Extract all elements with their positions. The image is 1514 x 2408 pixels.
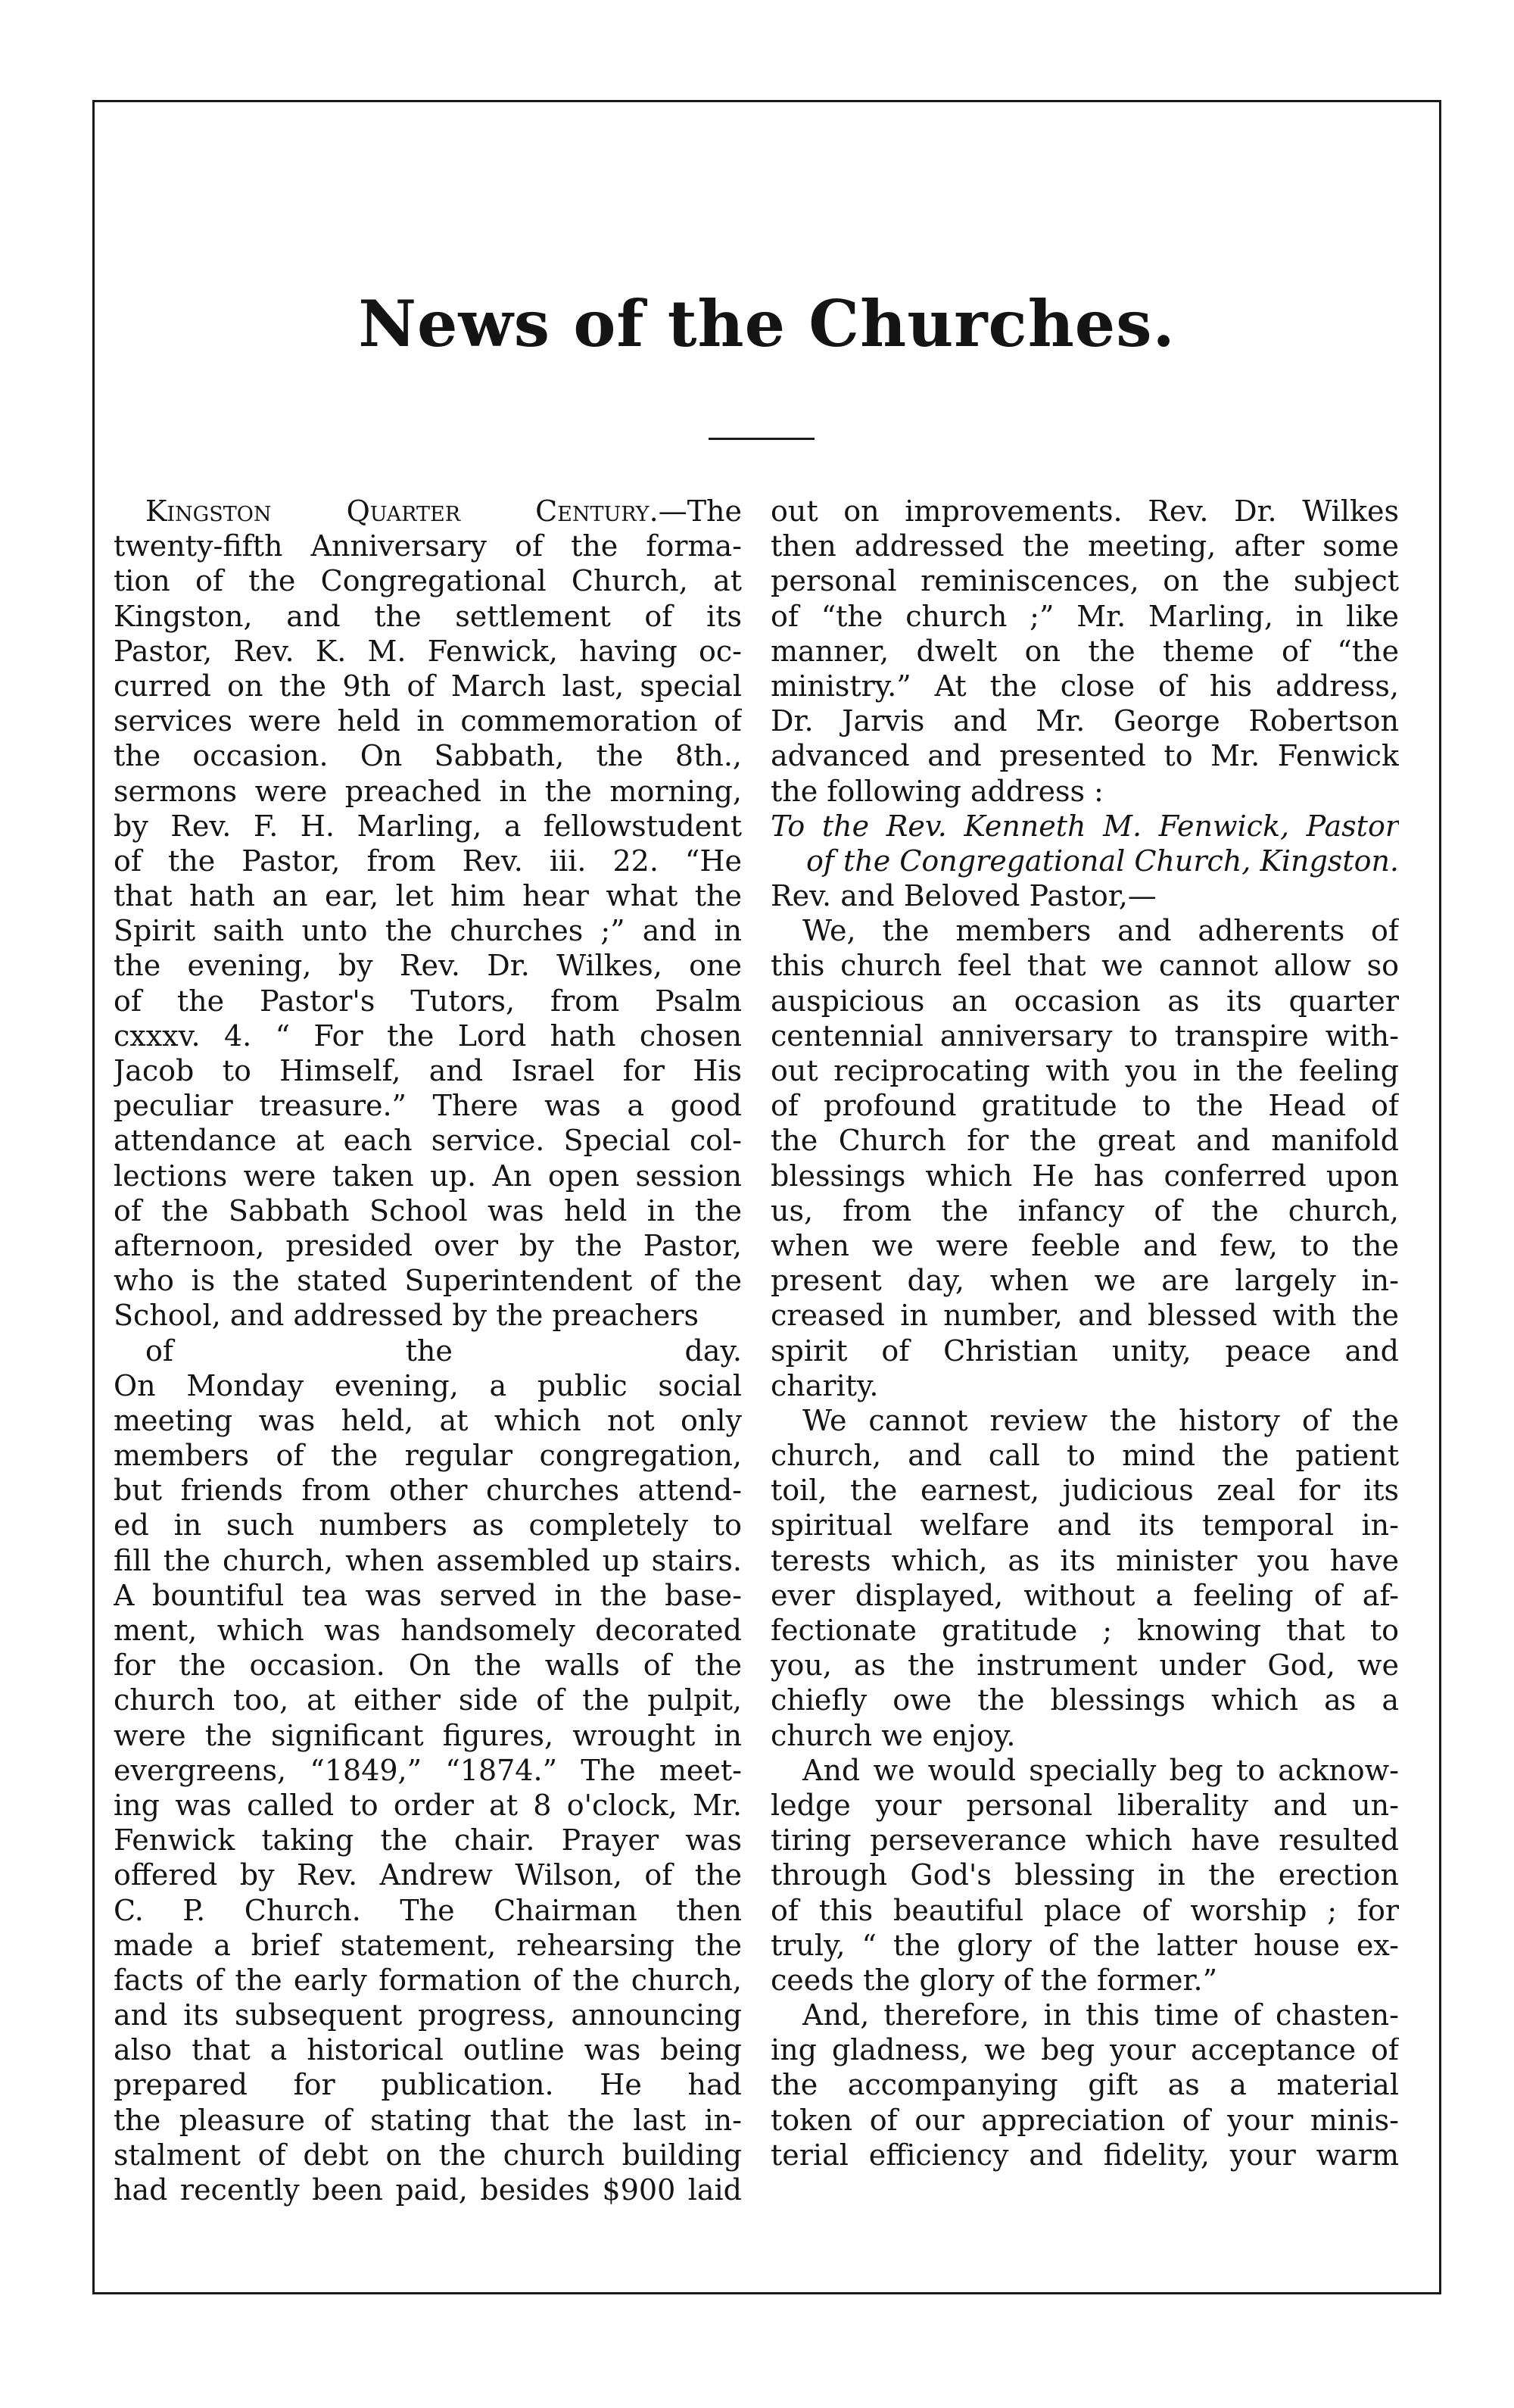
text-line: present day, when we are largely in- (771, 1264, 1399, 1298)
text-line: of the Sabbath School was held in the (114, 1193, 742, 1227)
text-line: afternoon, presided over by the Pastor, (114, 1228, 742, 1262)
text-line: Jacob to Himself, and Israel for His (114, 1054, 742, 1087)
text-line: who is the stated Superintendent of the (114, 1264, 742, 1298)
text-line: church too, at either side of the pulpit, (114, 1683, 742, 1717)
text-line: spirit of Christian unity, peace and (771, 1333, 1399, 1368)
text-line: had recently been paid, besides $900 laid (114, 2173, 742, 2207)
text-line: prepared for publication. He had (114, 2068, 742, 2102)
text-line: Kingston, and the settlement of its (114, 599, 742, 633)
text-line: ment, which was handsomely decorated (114, 1614, 742, 1647)
right-column (771, 494, 1399, 2250)
text-line: the evening, by Rev. Dr. Wilkes, one (114, 949, 742, 983)
text-line: of the Pastor's Tutors, from Psalm (114, 984, 742, 1018)
text-line: spiritual welfare and its temporal in- (771, 1508, 1399, 1542)
text-line: also that a historical outline was being (114, 2033, 742, 2067)
text-line: offered by Rev. Andrew Wilson, of the (114, 1858, 742, 1892)
text-line: by Rev. F. H. Marling, a fellowstudent (114, 809, 742, 843)
text-line: for the occasion. On the walls of the (114, 1648, 742, 1683)
text-line: ministry.” At the close of his address, (771, 669, 1399, 703)
text-line: blessings which He has conferred upon (771, 1159, 1399, 1193)
text-line: members of the regular congregation, (114, 1439, 742, 1473)
text-line: the following address : (771, 774, 1104, 808)
text-line: this church feel that we cannot allow so (771, 949, 1399, 983)
text-line: that hath an ear, let him hear what the (114, 879, 742, 913)
text-line: when we were feeble and few, to the (771, 1228, 1399, 1262)
text-line: of the day. (145, 1333, 742, 1368)
text-line: stalment of debt on the church building (114, 2138, 742, 2172)
text-line: Pastor, Rev. K. M. Fenwick, having oc- (114, 634, 742, 668)
text-line: charity. (771, 1368, 879, 1402)
text-line (114, 494, 742, 529)
text-line: personal reminiscences, on the subject (771, 564, 1399, 598)
text-line: of the Pastor, from Rev. iii. 22. “He (114, 844, 742, 878)
left-column (114, 494, 742, 2250)
text-line: of this beautiful place of worship ; for (771, 1893, 1399, 1927)
heading-rule (709, 438, 815, 440)
text-line: advanced and presented to Mr. Fenwick (771, 739, 1399, 773)
text-line: cxxxv. 4. “ For the Lord hath chosen (114, 1018, 742, 1053)
text-line: ing was called to order at 8 o'clock, Mr. (114, 1788, 742, 1822)
text-line: terests which, as its minister you have (771, 1543, 1399, 1577)
text-line: then addressed the meeting, after some (771, 529, 1399, 563)
text-line: On Monday evening, a public social (114, 1368, 742, 1402)
text-line: School, and addressed by the preachers (114, 1299, 699, 1333)
text-line: but friends from other churches attend- (114, 1474, 742, 1508)
text-line: toil, the earnest, judicious zeal for its (771, 1474, 1399, 1508)
text-line: peculiar treasure.” There was a good (114, 1089, 742, 1123)
text-line: through God's blessing in the erection (771, 1858, 1399, 1892)
text-line: the accompanying gift as a material (771, 2068, 1399, 2102)
text-line: of “the church ;” Mr. Marling, in like (771, 599, 1399, 633)
text-line: A bountiful tea was served in the base- (114, 1578, 742, 1612)
text-line: Fenwick taking the chair. Prayer was (114, 1823, 742, 1857)
text-line: And, therefore, in this time of chasten- (802, 1998, 1399, 2032)
text-line: curred on the 9th of March last, special (114, 669, 742, 703)
text-line: ed in such numbers as completely to (114, 1508, 742, 1542)
text-line: And we would specially beg to acknow- (802, 1753, 1399, 1787)
text-line: attendance at each service. Special col- (114, 1124, 742, 1158)
text-line: out on improvements. Rev. Dr. Wilkes (771, 494, 1399, 528)
text-line: tion of the Congregational Church, at (114, 564, 742, 598)
text-line: ever displayed, without a feeling of af- (771, 1578, 1399, 1612)
text-line: the occasion. On Sabbath, the 8th., (114, 739, 742, 773)
text-line: manner, dwelt on the theme of “the (771, 634, 1399, 668)
section-heading: News of the Churches. (358, 286, 1176, 361)
text-line: terial efficiency and fidelity, your warm (771, 2138, 1399, 2172)
text-line: the pleasure of stating that the last in- (114, 2103, 742, 2137)
text-line: Dr. Jarvis and Mr. George Robertson (771, 704, 1399, 738)
text-line: services were held in commemoration of (114, 704, 742, 738)
text-line: fectionate gratitude ; knowing that to (771, 1614, 1399, 1647)
text-line: evergreens, “1849,” “1874.” The meet- (114, 1753, 742, 1787)
text-line: chiefly owe the blessings which as a (771, 1683, 1399, 1717)
text-line: token of our appreciation of your minis- (771, 2103, 1399, 2137)
text-line: ceeds the glory of the former.” (771, 1963, 1218, 1997)
text-line: you, as the instrument under God, we (771, 1648, 1399, 1683)
text-line: church, and call to mind the patient (771, 1439, 1399, 1473)
text-line: C. P. Church. The Chairman then (114, 1893, 742, 1927)
text-line: We cannot review the history of the (802, 1403, 1399, 1437)
text-line: We, the members and adherents of (802, 914, 1399, 948)
text-line: Rev. and Beloved Pastor,— (771, 879, 1157, 913)
text-line: twenty-fifth Anniversary of the forma- (114, 529, 742, 563)
text-line: and its subsequent progress, announcing (114, 1998, 742, 2032)
lead-in-rest: —The (658, 494, 742, 528)
text-line: of profound gratitude to the Head of (771, 1089, 1399, 1123)
text-line: truly, “ the glory of the latter house ex- (771, 1928, 1399, 1962)
text-line: Spirit saith unto the churches ;” and in (114, 914, 742, 948)
text-line: us, from the infancy of the church, (771, 1193, 1399, 1227)
lead-in: Kingston Quarter Century. (145, 494, 659, 528)
text-line: sermons were preached in the morning, (114, 774, 742, 808)
text-line: fill the church, when assembled up stairs. (114, 1543, 742, 1577)
text-line: facts of the early formation of the church, (114, 1963, 742, 1997)
address-salutation-line: To the Rev. Kenneth M. Fenwick, Pastor (771, 809, 1399, 843)
text-line: the Church for the great and manifold (771, 1124, 1399, 1158)
text-line: church we enjoy. (771, 1718, 1016, 1752)
text-line: ledge your personal liberality and un- (771, 1788, 1399, 1822)
text-line: centennial anniversary to transpire with- (771, 1018, 1399, 1053)
text-line: creased in number, and blessed with the (771, 1299, 1399, 1333)
text-line: tiring perseverance which have resulted (771, 1823, 1399, 1857)
text-line: were the significant figures, wrought in (114, 1718, 742, 1752)
text-line: lections were taken up. An open session (114, 1159, 742, 1193)
text-line: out reciprocating with you in the feeling (771, 1054, 1399, 1087)
text-line: ing gladness, we beg your acceptance of (771, 2033, 1399, 2067)
text-line: made a brief statement, rehearsing the (114, 1928, 742, 1962)
text-line: auspicious an occasion as its quarter (771, 984, 1399, 1018)
address-salutation-line: of the Congregational Church, Kingston. (805, 844, 1399, 878)
text-line: meeting was held, at which not only (114, 1403, 742, 1437)
